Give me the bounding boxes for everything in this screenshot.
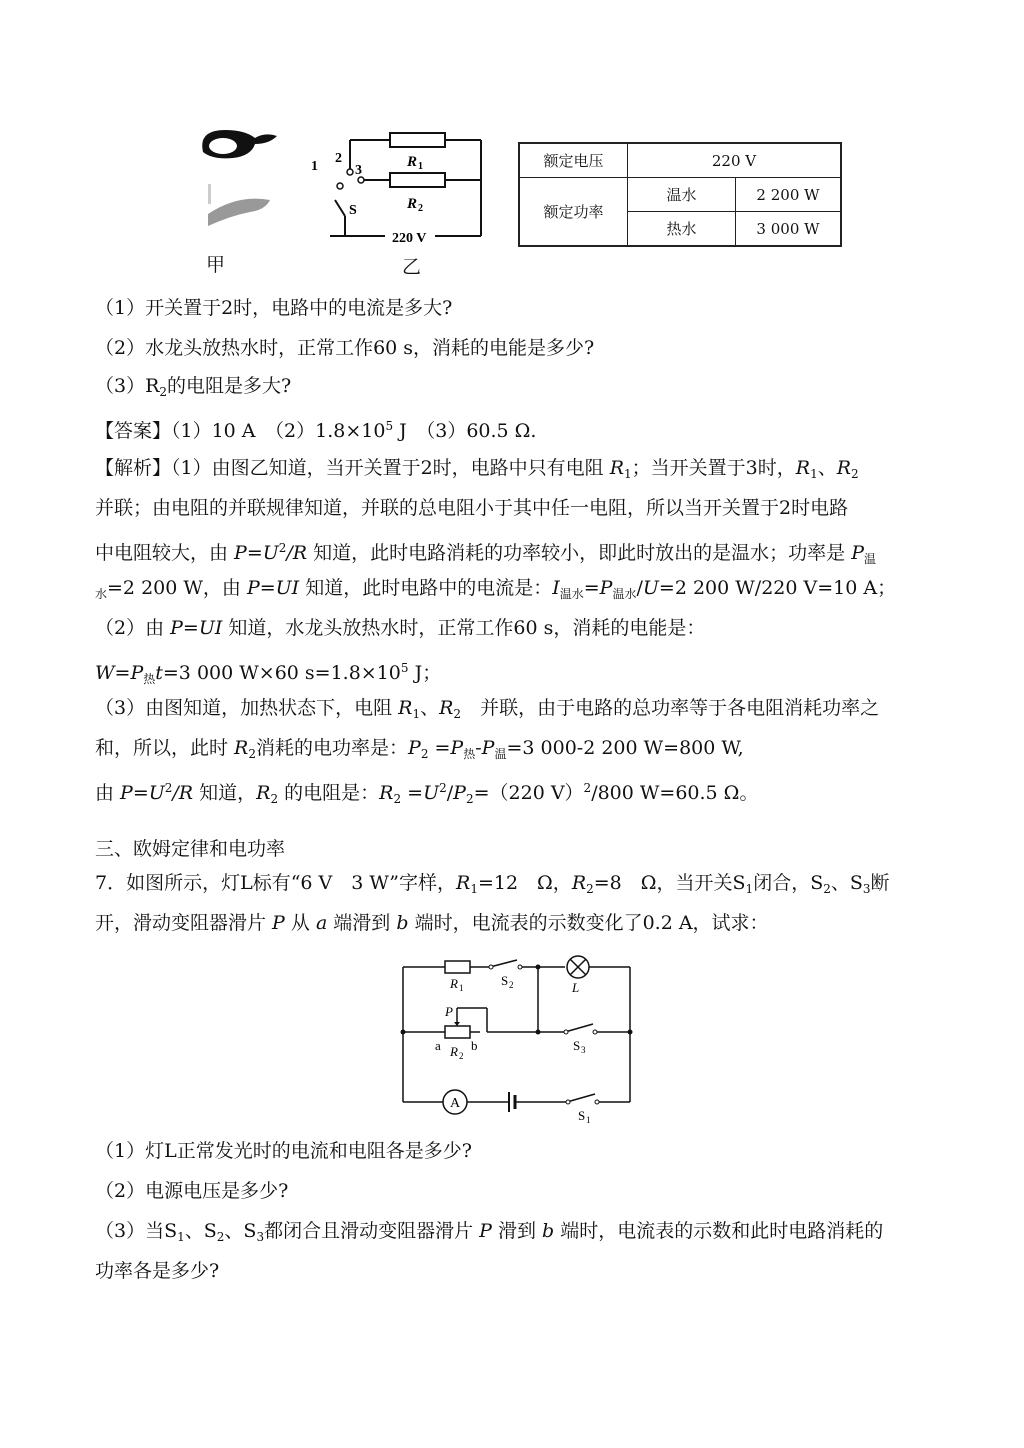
question-3: $(3)R_2$的电阻是多大? (95, 375, 292, 399)
svg-text:R: R (450, 976, 458, 991)
warm-water-value: 2 200 W (736, 178, 842, 212)
svg-text:A: A (450, 1096, 461, 1111)
circuit-diagram-q7 (395, 950, 645, 1125)
svg-text:1: 1 (459, 983, 464, 993)
analysis-line-9: 由 $P=U^2/R$ 知道，$R_2$ 的电阻是：$R_2 =U^2/P_2=(220$ V）$^2$/800 W=60.5 Ω。 (95, 781, 759, 806)
section-title: 三、欧姆定律和电功率 (95, 838, 286, 860)
svg-text:R: R (407, 196, 418, 212)
svg-text:3: 3 (581, 1045, 586, 1055)
q7-sub-2: （2）电源电压是多少? (95, 1180, 289, 1202)
svg-text:1: 1 (311, 159, 318, 174)
svg-text:S: S (578, 1108, 586, 1123)
caption-jia: 甲 (206, 254, 226, 276)
svg-text:3: 3 (355, 163, 362, 178)
hot-water-value: 3 000 W (736, 212, 842, 247)
svg-text:220 V: 220 V (392, 231, 427, 246)
answer-line: 【答案】（1）10 A $(2)1.8\times 10^5$ J （3）60.5 Ω. (95, 419, 537, 442)
rated-spec-table (518, 142, 842, 247)
analysis-line-8: 和，所以，此时 $R_2$消耗的电功率是：$P_2 =P_热-P_温=3$ 000-2 200 W=800 W, (95, 737, 744, 761)
analysis-line-5: （2）由 P=UI 知道，水龙头放热水时，正常工作60 s，消耗的电能是： (95, 617, 706, 639)
svg-text:S: S (573, 1038, 581, 1053)
svg-text:a: a (435, 1038, 441, 1053)
svg-text:2: 2 (459, 1051, 464, 1061)
q7-sub-3-line-2: 功率各是多少? (95, 1260, 220, 1282)
svg-text:P: P (445, 1004, 453, 1019)
svg-text:2: 2 (509, 980, 514, 990)
q7-sub-3-line-1: （3）当$S_1$、$S_2$、$S_3$都闭合且滑动变阻器滑片 P 滑到 b 端时，电流表的示数和此时电路消耗的 (95, 1220, 884, 1244)
svg-text:S: S (349, 203, 357, 218)
rated-power-label: 额定功率 (519, 178, 628, 247)
analysis-line-1: 【解析】（1）由图乙知道，当开关置于2时，电路中只有电阻 $R_1$；当开关置于3时，$R_1$、$R_2$ (95, 457, 859, 481)
svg-text:L: L (572, 980, 580, 995)
svg-text:R: R (450, 1044, 458, 1059)
svg-text:b: b (471, 1038, 478, 1053)
circuit-diagram-yi (305, 128, 490, 248)
svg-text:S: S (501, 973, 509, 988)
question-1: （1）开关置于2时，电路中的电流是多大? (95, 297, 453, 319)
q7-line-1: 7．如图所示，灯L标有“6 V 3 W”字样，$R_1=12$ Ω，$R_2=8$ Ω，当开关$S_1$闭合，$S_2$、$S_3$断 (95, 872, 890, 896)
svg-text:R: R (407, 154, 418, 170)
analysis-line-3: 中电阻较大，由 $P=U^2/R$ 知道，此时电路消耗的功率较小，即此时放出的是温水；功率是 $P_温$ (95, 541, 877, 566)
svg-text:2: 2 (418, 203, 423, 214)
question-2: （2）水龙头放热水时，正常工作60 s，消耗的电能是多少? (95, 337, 595, 359)
analysis-line-2: 并联；由电阻的并联规律知道，并联的总电阻小于其中任一电阻，所以当开关置于2时电路 (95, 497, 849, 519)
caption-yi: 乙 (402, 256, 422, 278)
q7-sub-1: （1）灯L正常发光时的电流和电阻各是多少? (95, 1140, 472, 1162)
analysis-line-6: $W=P_热t=3$ 000 W×60 $s=1.8\times 10^5$ J； (95, 661, 442, 686)
q7-line-2: 开，滑动变阻器滑片 P 从 a 端滑到 b 端时，电流表的示数变化了0.2 A，试求： (95, 912, 769, 934)
svg-text:2: 2 (335, 151, 342, 166)
svg-text:1: 1 (418, 161, 423, 172)
rated-voltage-value: 220 V (628, 143, 842, 178)
faucet-image (178, 124, 283, 242)
rated-voltage-label: 额定电压 (519, 143, 628, 178)
svg-text:1: 1 (586, 1115, 591, 1125)
hot-water-label: 热水 (628, 212, 736, 247)
analysis-line-4: $_水$=2 200 W，由 P=UI 知道，此时电路中的电流是：$I_{温水}=P_{温水}/U=2$ 200 W/220 V=10 A； (95, 577, 897, 601)
analysis-line-7: （3）由图知道，加热状态下，电阻 $R_1$、$R_2$ 并联，由于电路的总功率等于各电阻消耗功率之 (95, 697, 880, 721)
warm-water-label: 温水 (628, 178, 736, 212)
